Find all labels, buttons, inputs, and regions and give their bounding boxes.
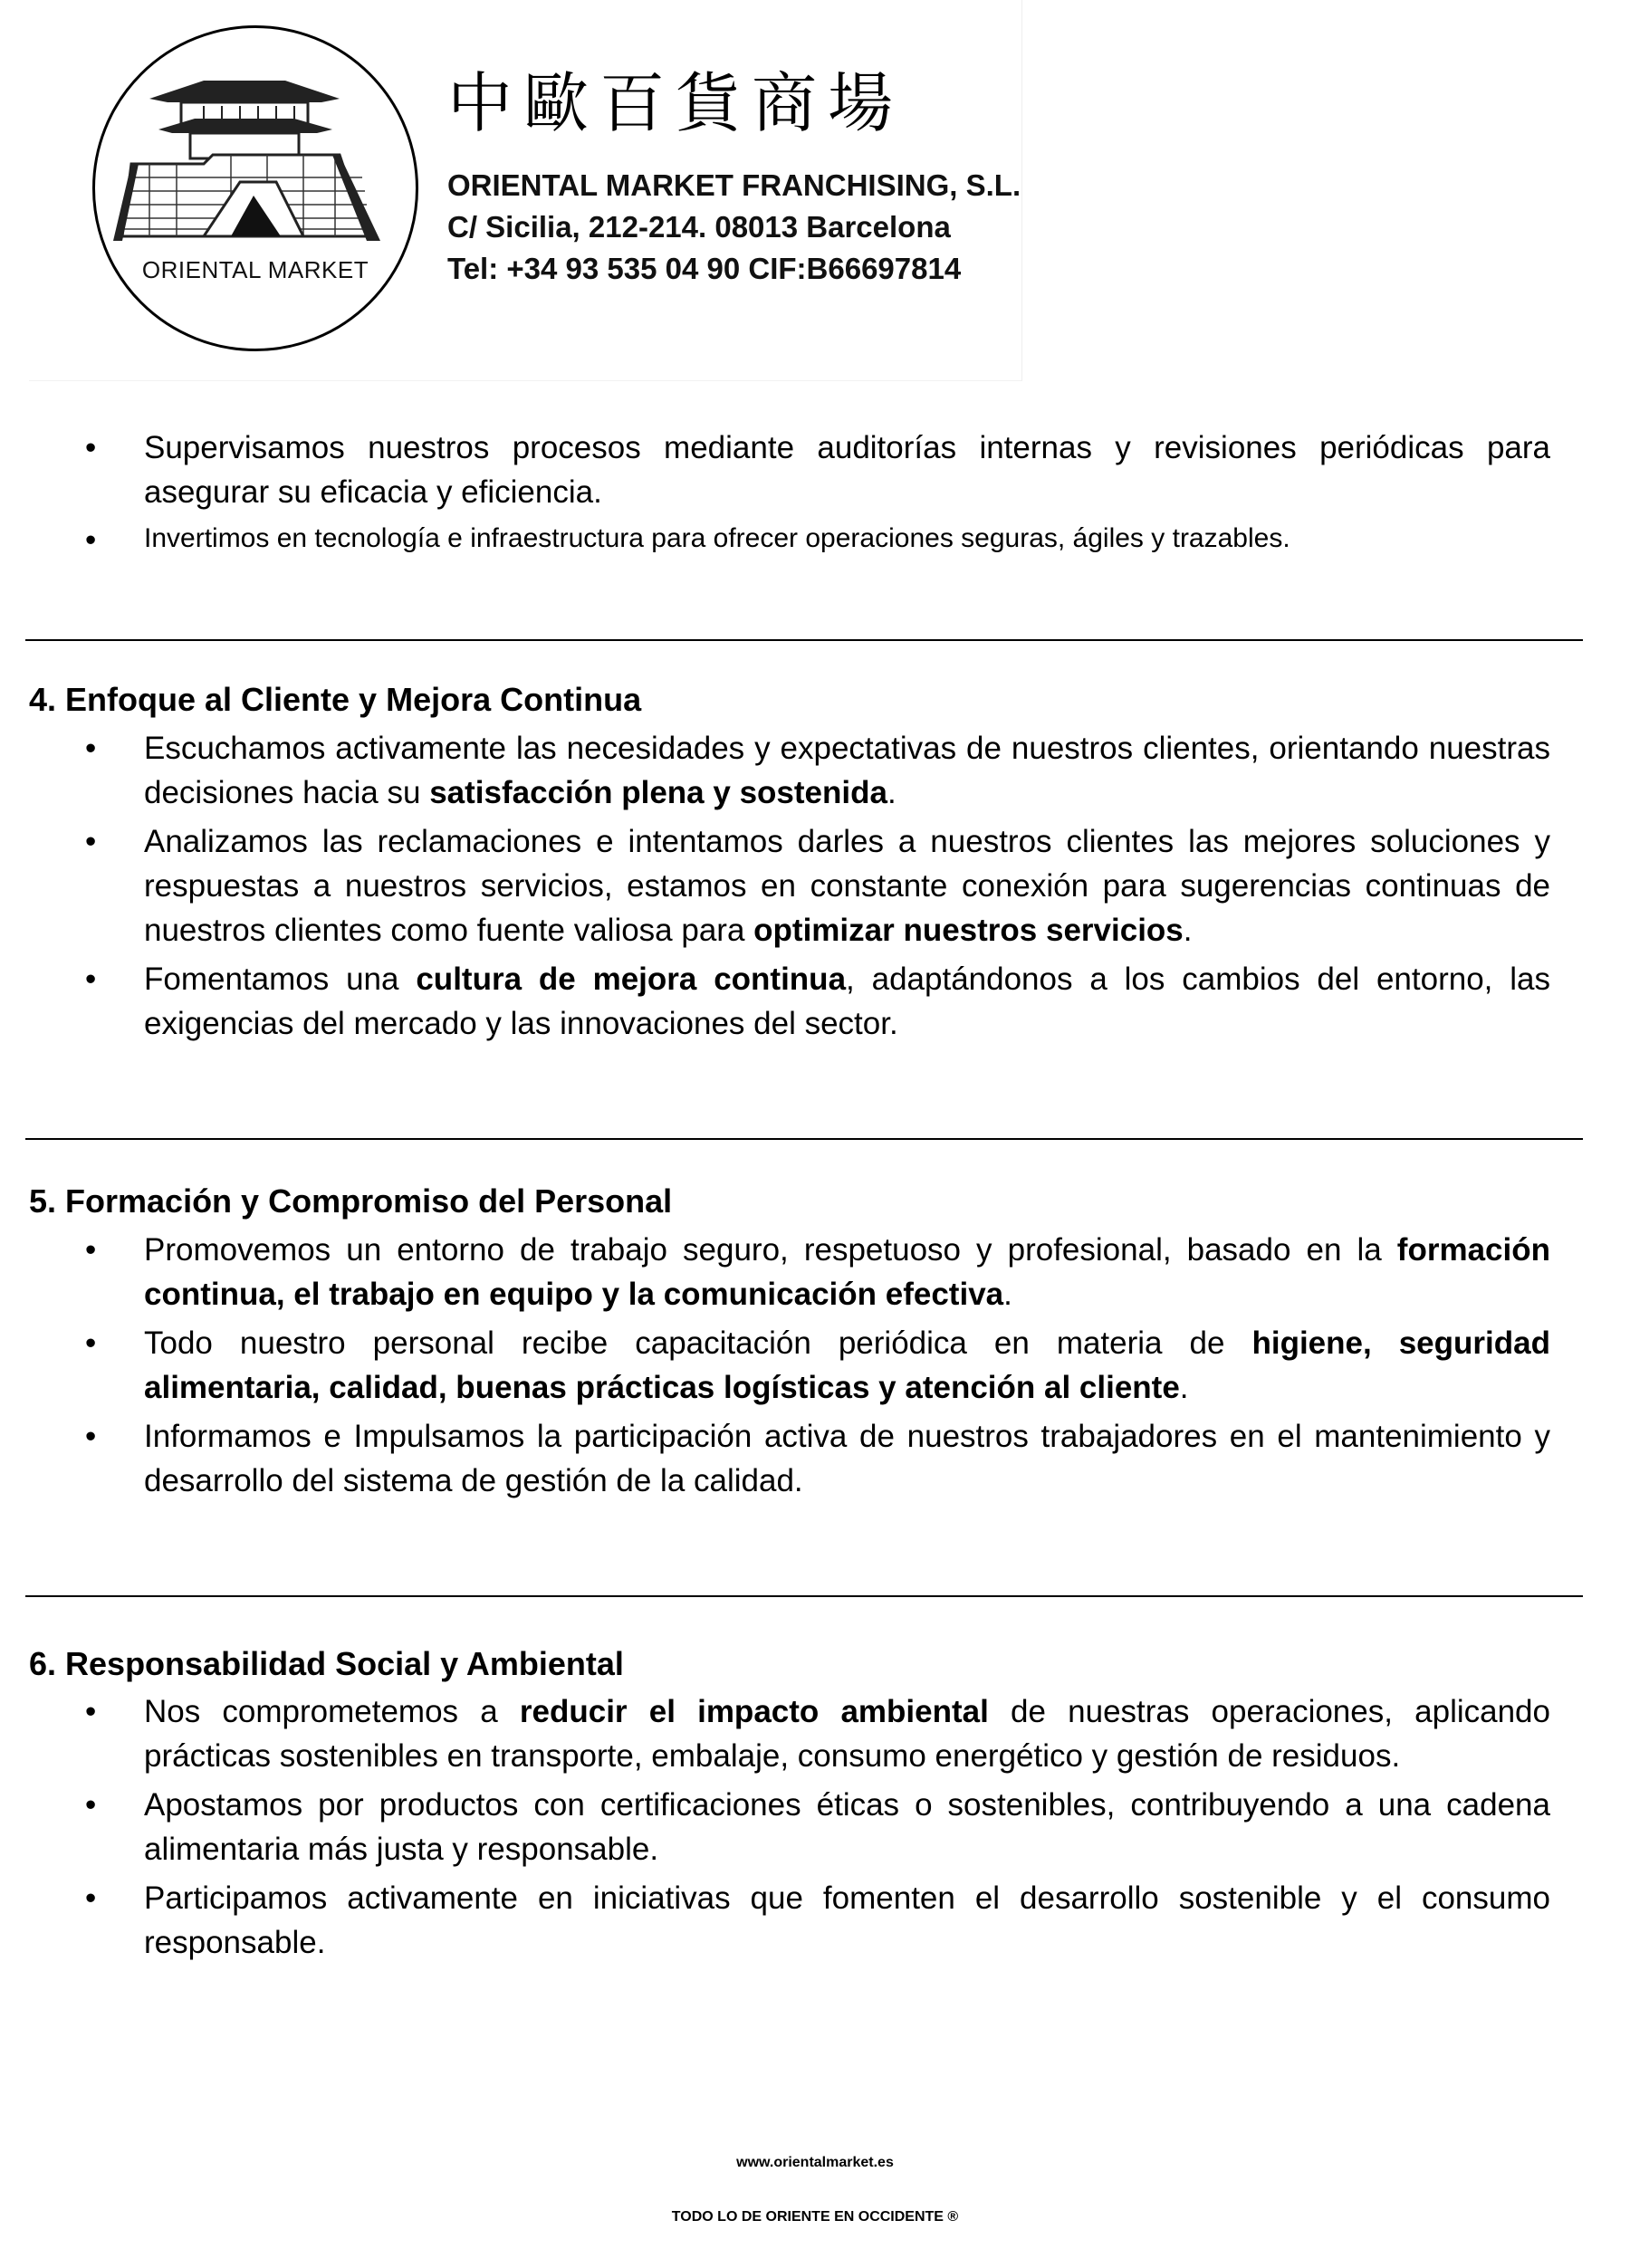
section-divider — [25, 1595, 1583, 1597]
intro-bullet-list — [29, 426, 1583, 559]
list-item: • Todo nuestro personal recibe capacitación periódica en materia de higiene, seguridad alimentaria, calidad, buenas prácticas logísticas y atención al cliente. — [85, 1325, 1550, 1405]
list-item: • Apostamos por productos con certificaciones éticas o sostenibles, contribuyendo a una cadena alimentaria más justa y responsable. — [85, 1787, 1550, 1867]
company-details — [447, 165, 1021, 290]
intro-section — [29, 426, 1583, 563]
company-name: ORIENTAL MARKET FRANCHISING, S.L. — [447, 168, 1021, 202]
company-slogan: TODO LO DE ORIENTE EN OCCIDENTE ® — [671, 2209, 959, 2225]
list-item: • Escuchamos activamente las necesidades y expectativas de nuestros clientes, orientando nuestras decisiones hacia su satisfacción plena y sostenida. — [85, 731, 1550, 810]
list-item: • Nos comprometemos a reducir el impacto ambiental de nuestras operaciones, aplicando prácticas sostenibles en transporte, embalaje, consumo energético y gestión de residuos. — [85, 1694, 1550, 1774]
list-item: • Supervisamos nuestros procesos mediante auditorías internas y revisiones periódicas para asegurar su eficacia y eficiencia. — [85, 430, 1550, 510]
list-item: • Informamos e Impulsamos la participación activa de nuestros trabajadores en el mantenimiento y desarrollo del sistema de gestión de la calidad. — [85, 1419, 1550, 1498]
section-5-body — [29, 1228, 1583, 1507]
list-item: • Analizamos las reclamaciones e intentamos darles a nuestros clientes las mejores soluciones y respuestas a nuestros servicios, estamos en constante conexión para sugerencias continuas de nuestros clientes como fuente valiosa para optimizar nuestros servicios. — [85, 824, 1550, 948]
section-5-bullet-list — [29, 1228, 1583, 1503]
company-logo — [92, 25, 418, 351]
list-item: • Participamos activamente en iniciativas que fomenten el desarrollo sostenible y el consumo responsable. — [85, 1880, 1550, 1960]
company-address: C/ Sicilia, 212-214. 08013 Barcelona — [447, 210, 951, 244]
section-title-4: 4. Enfoque al Cliente y Mejora Continua — [29, 681, 642, 718]
list-item: • Invertimos en tecnología e infraestructura para ofrecer operaciones seguras, ágiles y trazables. — [85, 522, 1290, 558]
section-divider — [25, 1138, 1583, 1140]
section-4-bullet-list — [29, 726, 1583, 1046]
list-item: • Fomentamos una cultura de mejora continua, adaptándonos a los cambios del entorno, las exigencias del mercado y las innovaciones del sector. — [85, 962, 1550, 1041]
website-link[interactable]: www.orientalmarket.es — [736, 2155, 894, 2170]
letterhead — [29, 0, 1022, 381]
section-6-body — [29, 1689, 1583, 1969]
chinese-company-title: 中歐百貨商場 — [447, 65, 905, 141]
list-item: • Promovemos un entorno de trabajo seguro, respetuoso y profesional, basado en la formación continua, el trabajo en equipo y la comunicación efectiva. — [85, 1232, 1550, 1312]
section-4-body — [29, 726, 1583, 1050]
section-title-5: 5. Formación y Compromiso del Personal — [29, 1182, 673, 1220]
pagoda-illustration-icon — [95, 28, 416, 349]
section-divider — [25, 639, 1583, 641]
logo-label: ORIENTAL MARKET — [141, 256, 369, 283]
section-6-bullet-list — [29, 1689, 1583, 1965]
company-contact: Tel: +34 93 535 04 90 CIF:B66697814 — [447, 252, 962, 285]
section-title-6: 6. Responsabilidad Social y Ambiental — [29, 1645, 624, 1682]
